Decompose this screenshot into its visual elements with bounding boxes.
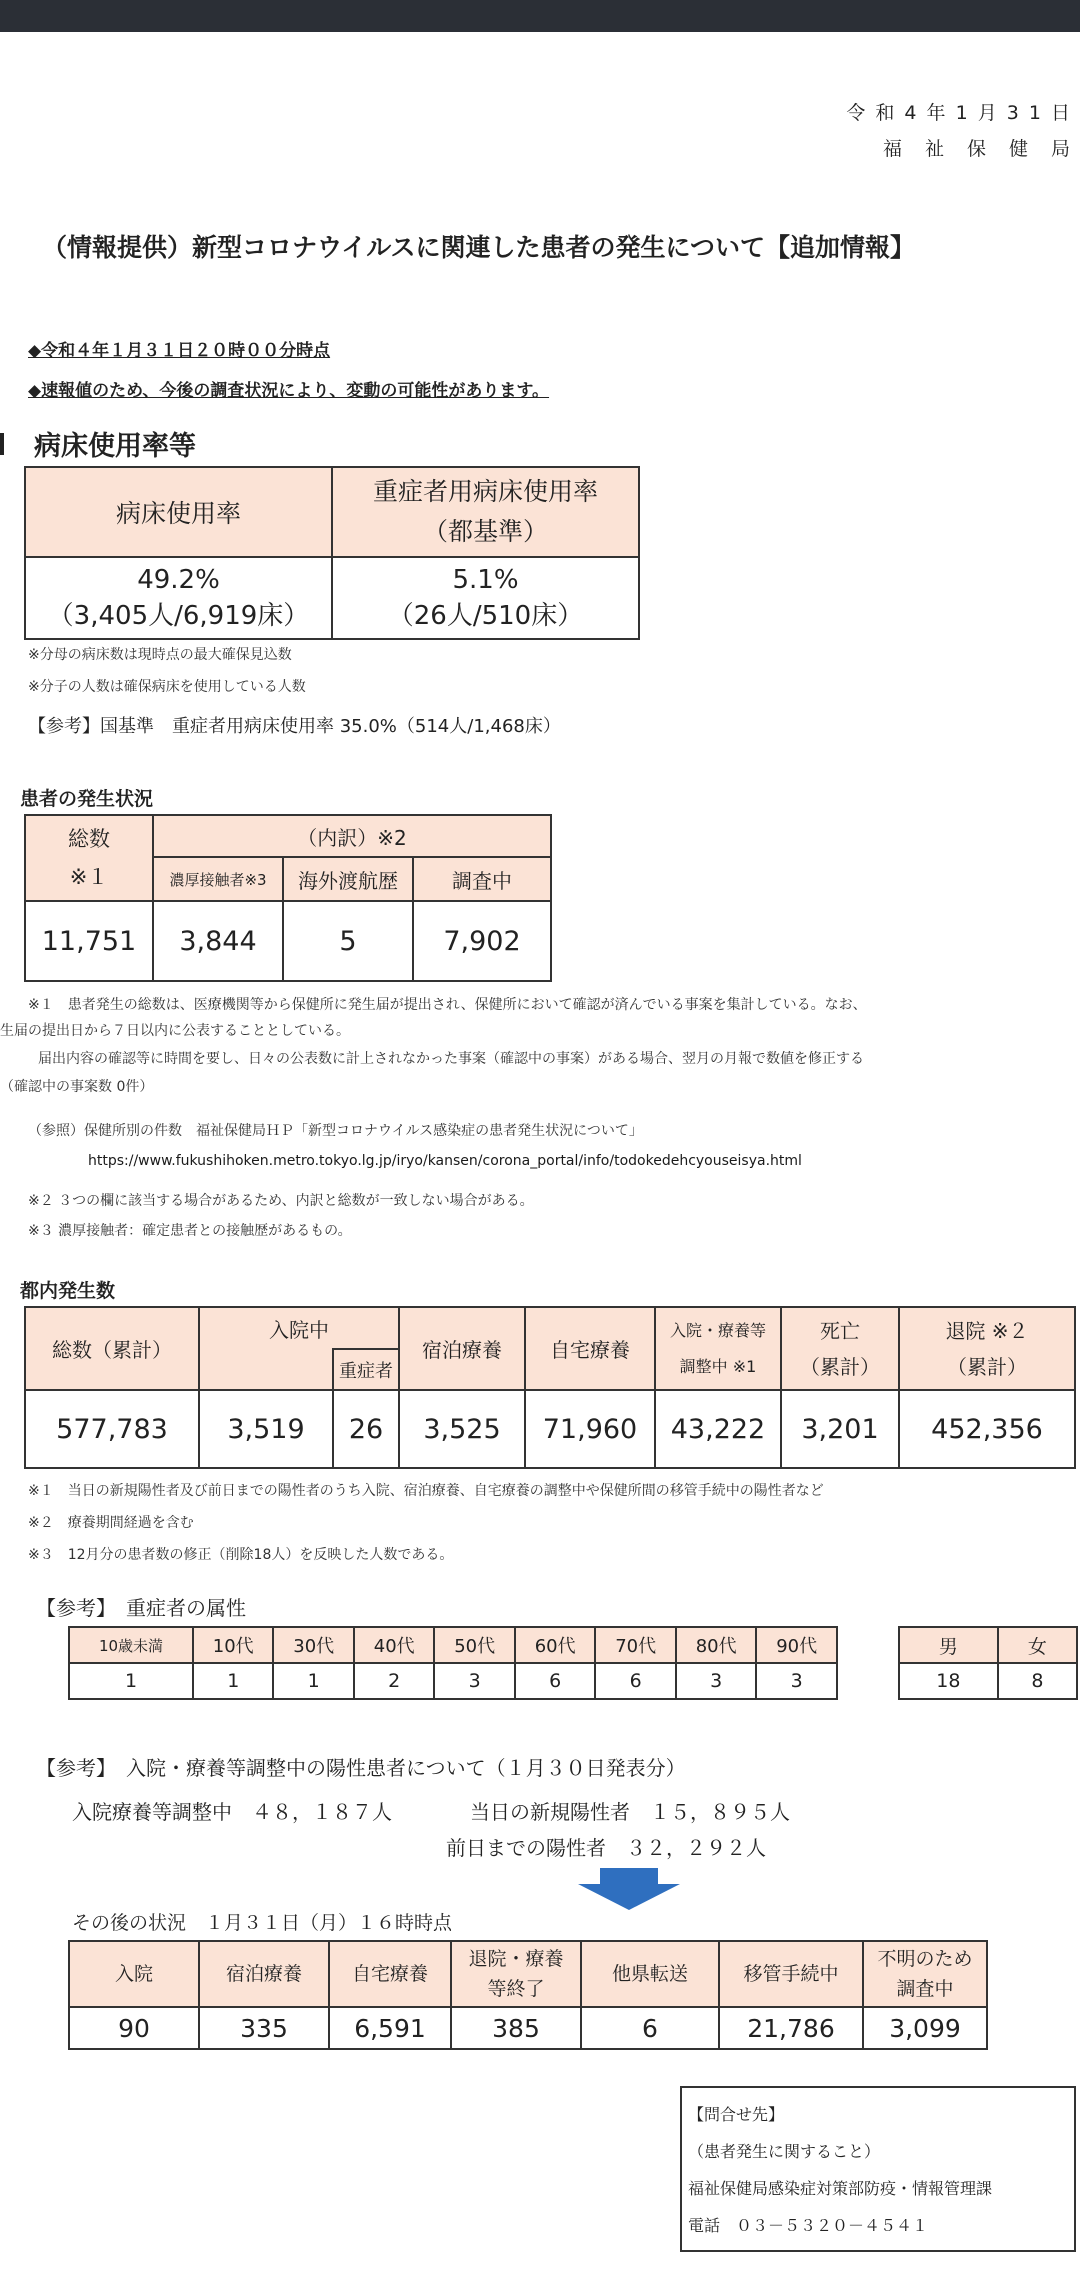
status-bar: [0, 0, 1080, 32]
section-marker: [0, 433, 12, 455]
header-age-group: 30代: [273, 1627, 353, 1663]
header-status-column: 宿泊療養: [199, 1941, 329, 2007]
adjust-new-cases: 当日の新規陽性者 １５，８９５人: [470, 1800, 790, 1824]
after-status-label: その後の状況 １月３１日（月）１６時時点: [72, 1912, 453, 1934]
header-severe: 重症者: [333, 1349, 399, 1390]
tokyo-note-2: ※２ 療養期間経過を含む: [28, 1515, 194, 1531]
value-status-column: 90: [69, 2007, 199, 2049]
adjust-total: 入院療養等調整中 ４８，１８７人: [72, 1800, 392, 1824]
value-female: 8: [998, 1663, 1077, 1699]
after-status-table: [68, 1940, 988, 2050]
patients-note-6: ※２ ３つの欄に該当する場合があるため、内訳と総数が一致しない場合がある。: [28, 1193, 534, 1209]
header-age-group: 10代: [193, 1627, 273, 1663]
header-male: 男: [899, 1627, 998, 1663]
contact-subject: （患者発生に関すること）: [688, 2142, 881, 2161]
patients-note-1: ※１ 患者発生の総数は、医療機関等から保健所に発生届が提出され、保健所において確認が済んでいる事案を集計している。なお、: [28, 997, 867, 1013]
header-severe-bed-usage: 重症者用病床使用率 （都基準）: [332, 467, 639, 557]
value-close-contact: 3,844: [153, 901, 283, 981]
issuing-bureau: 福 祉 保 健 局: [882, 138, 1072, 160]
header-status-column: 他県転送: [581, 1941, 719, 2007]
patients-note-7: ※３ 濃厚接触者：確定患者との接触歴があるもの。: [28, 1223, 352, 1239]
severe-bed-usage-value: 5.1% （26人/510床）: [332, 557, 639, 639]
bed-usage-value: 49.2% （3,405人/6,919床）: [25, 557, 332, 639]
header-breakdown: （内訳）※2: [153, 815, 551, 857]
value-investigating: 7,902: [413, 901, 551, 981]
contact-department: 福祉保健局感染症対策部防疫・情報管理課: [688, 2179, 993, 2198]
value-severe: 26: [333, 1390, 399, 1468]
adjust-title: 【参考】 入院・療養等調整中の陽性患者について（１月３０日発表分）: [36, 1756, 686, 1780]
value-hospitalized: 3,519: [199, 1390, 333, 1468]
header-investigating: 調査中: [413, 857, 551, 901]
value-age-group: 1: [273, 1663, 353, 1699]
bed-note-1: ※分母の病床数は現時点の最大確保見込数: [28, 647, 292, 663]
value-age-group: 1: [193, 1663, 273, 1699]
header-adjusting: 入院・療養等 調整中 ※1: [655, 1307, 781, 1390]
bed-section-title: 病床使用率等: [0, 424, 196, 463]
value-status-column: 335: [199, 2007, 329, 2049]
value-total: 11,751: [25, 901, 153, 981]
patients-table: [24, 814, 552, 982]
header-deaths: 死亡 （累計）: [781, 1307, 899, 1390]
patients-note-2: 生届の提出日から７日以内に公表することとしている。: [0, 1023, 350, 1039]
value-age-group: 1: [69, 1663, 193, 1699]
value-hotel: 3,525: [399, 1390, 525, 1468]
value-status-column: 3,099: [863, 2007, 987, 2049]
header-close-contact: 濃厚接触者※3: [153, 857, 283, 901]
value-status-column: 21,786: [719, 2007, 863, 2049]
tokyo-note-3: ※３ 12月分の患者数の修正（削除18人）を反映した人数である。: [28, 1547, 454, 1563]
value-deaths: 3,201: [781, 1390, 899, 1468]
bullet-timestamp: ◆令和４年１月３１日２０時００分時点: [28, 341, 331, 361]
value-status-column: 385: [451, 2007, 581, 2049]
header-total: 総数 ※１: [25, 815, 153, 901]
bed-note-2: ※分子の人数は確保病床を使用している人数: [28, 679, 306, 695]
header-age-group: 90代: [756, 1627, 837, 1663]
header-hotel: 宿泊療養: [399, 1307, 525, 1390]
severe-age-table: [68, 1626, 838, 1700]
header-cumulative-total: 総数（累計）: [25, 1307, 199, 1390]
header-status-column: 自宅療養: [329, 1941, 451, 2007]
value-overseas: 5: [283, 901, 413, 981]
header-female: 女: [998, 1627, 1077, 1663]
patients-note-3: 届出内容の確認等に時間を要し、日々の公表数に計上されなかった事案（確認中の事案）がある場合、翌月の月報で数値を修正する: [24, 1051, 864, 1067]
adjust-previous-cases: 前日までの陽性者 ３２，２９２人: [446, 1836, 766, 1860]
bullet-disclaimer: ◆速報値のため、今後の調査状況により、変動の可能性があります。: [28, 381, 550, 401]
reference-url[interactable]: https://www.fukushihoken.metro.tokyo.lg.jp/iryo/kansen/corona_portal/info/todokedehcyouseisya.html: [60, 1153, 802, 1169]
national-reference: 【参考】国基準 重症者用病床使用率 35.0%（514人/1,468床）: [28, 716, 561, 737]
value-status-column: 6: [581, 2007, 719, 2049]
patients-note-5: （参照）保健所別の件数 福祉保健局ＨＰ「新型コロナウイルス感染症の患者発生状況について」: [28, 1123, 643, 1139]
contact-heading: 【問合せ先】: [688, 2105, 785, 2124]
contact-phone: 電話 ０３－５３２０－４５４１: [688, 2216, 929, 2235]
value-age-group: 3: [434, 1663, 514, 1699]
value-age-group: 3: [676, 1663, 756, 1699]
severe-sex-table: [898, 1626, 1078, 1700]
value-cumulative-total: 577,783: [25, 1390, 199, 1468]
tokyo-section-title: 都内発生数: [20, 1280, 116, 1302]
header-hospitalized-blank: [199, 1349, 333, 1390]
value-male: 18: [899, 1663, 998, 1699]
value-home: 71,960: [525, 1390, 655, 1468]
page-title: （情報提供）新型コロナウイルスに関連した患者の発生について【追加情報】: [42, 233, 916, 262]
header-age-group: 50代: [434, 1627, 514, 1663]
header-bed-usage: 病床使用率: [25, 467, 332, 557]
patients-section-title: 患者の発生状況: [20, 788, 154, 810]
header-hospitalized: 入院中: [199, 1307, 399, 1349]
value-age-group: 6: [595, 1663, 675, 1699]
severe-attr-title: 【参考】 重症者の属性: [36, 1596, 246, 1620]
header-status-column: 入院: [69, 1941, 199, 2007]
value-status-column: 6,591: [329, 2007, 451, 2049]
header-status-column: 移管手続中: [719, 1941, 863, 2007]
patients-note-4: （確認中の事案数 0件）: [0, 1079, 154, 1095]
header-discharged: 退院 ※２ （累計）: [899, 1307, 1075, 1390]
header-status-column: 不明のため 調査中: [863, 1941, 987, 2007]
tokyo-note-1: ※１ 当日の新規陽性者及び前日までの陽性者のうち入院、宿泊療養、自宅療養の調整中や保健所間の移管手続中の陽性者など: [28, 1483, 824, 1499]
header-age-group: 60代: [515, 1627, 595, 1663]
tokyo-cases-table: [24, 1306, 1076, 1469]
header-age-group: 10歳未満: [69, 1627, 193, 1663]
header-overseas: 海外渡航歴: [283, 857, 413, 901]
value-age-group: 3: [756, 1663, 837, 1699]
header-home: 自宅療養: [525, 1307, 655, 1390]
header-age-group: 80代: [676, 1627, 756, 1663]
report-date: 令 和 4 年 1 月 3 1 日: [846, 102, 1072, 124]
value-age-group: 6: [515, 1663, 595, 1699]
down-arrow-icon: [578, 1868, 680, 1910]
header-status-column: 退院・療養 等終了: [451, 1941, 581, 2007]
value-age-group: 2: [354, 1663, 434, 1699]
contact-box: [680, 2086, 1076, 2252]
header-age-group: 40代: [354, 1627, 434, 1663]
value-discharged: 452,356: [899, 1390, 1075, 1468]
header-age-group: 70代: [595, 1627, 675, 1663]
bed-usage-table: [24, 466, 640, 640]
value-adjusting: 43,222: [655, 1390, 781, 1468]
